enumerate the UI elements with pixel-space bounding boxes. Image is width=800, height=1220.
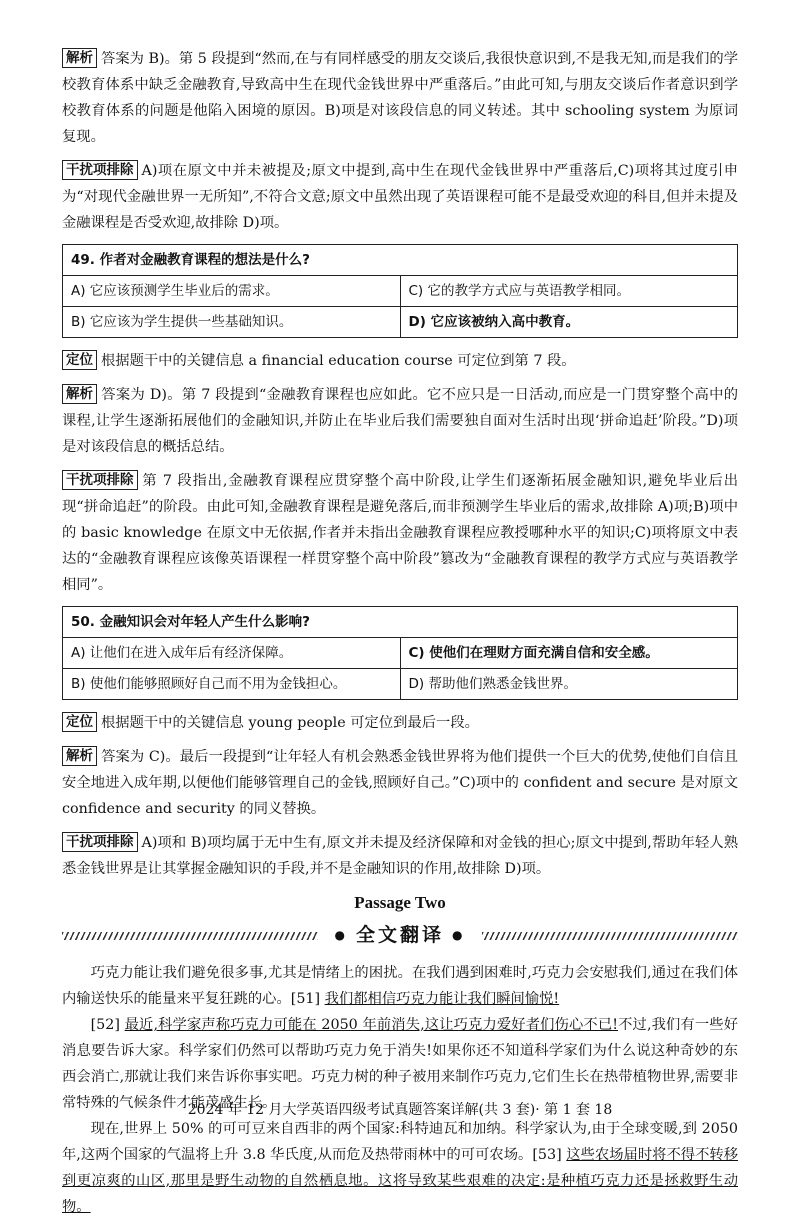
q49-analysis	[62, 382, 738, 460]
banner-hatch-right	[482, 932, 738, 940]
q50-option-d: D) 帮助他们熟悉金钱世界。	[400, 669, 738, 700]
passage-title: Passage Two	[354, 893, 446, 912]
bullet-icon: ●	[452, 928, 466, 942]
p3-text: 现在,世界上 50% 的可可豆来自西非的两个国家:科特迪瓦和加纳。科学家认为,由于全球变暖,到 2050 年,这两个国家的气温将上升 3.8 华氏度,从而危及热带雨林中的可可农场。	[62, 1121, 738, 1163]
q48-distractor-text: A)项在原文中并未被提及;原文中提到,高中生在现代金钱世界中严重落后,C)项将其过度引申为“对现代金融世界一无所知”,不符合文意;原文中虽然出现了英语课程可能不是最受欢迎的科目,但并未提及金融课程是否受欢迎,故排除 D)项。	[62, 163, 738, 231]
q50-locate-text: 根据题干中的关键信息 young people 可定位到最后一段。	[101, 715, 479, 731]
p1-text: 巧克力能让我们避免很多事,尤其是情绪上的困扰。在我们遇到困难时,巧克力会安慰我们,通过在我们体内输送快乐的能量来平复狂跳的心。	[62, 965, 738, 1007]
q49-distractor-text: 第 7 段指出,金融教育课程应贯穿整个高中阶段,让学生们逐渐拓展金融知识,避免毕业后出现“拼命追赶”的阶段。由此可知,金融教育课程是避免落后,而非预测学生毕业后的需求,故排除 A)项;B)项中的 basic knowledge 在原文中无依据,作者并未指出金融教育课程应教授哪种水平的知识;C)项将原文中表达的“金融教育课程应该像英语课程一样贯穿整个高中阶段”篡改为“金融教育课程的教学方式应与英语教学相同”。	[62, 473, 738, 593]
q50-option-c: C) 使他们在理财方面充满自信和安全感。	[400, 638, 738, 669]
q50-table	[62, 606, 738, 700]
q49-question: 49. 作者对金融教育课程的想法是什么?	[63, 245, 738, 276]
p2-underlined: 最近,科学家声称巧克力可能在 2050 年前消失,这让巧克力爱好者们伤心不已!	[124, 1017, 618, 1033]
analysis-label: 解析	[62, 384, 97, 404]
q49-locate	[62, 348, 738, 374]
q50-analysis-text: 答案为 C)。最后一段提到“让年轻人有机会熟悉金钱世界将为他们提供一个巨大的优势,使他们自信且安全地进入成年期,以便他们能够管理自己的金钱,照顾好自己。”C)项中的 confident and secure 是对原文 confidence and security 的同义替换。	[62, 749, 738, 817]
q49-option-a: A) 它应该预测学生毕业后的需求。	[63, 276, 401, 307]
q50-locate	[62, 710, 738, 736]
analysis-label: 解析	[62, 48, 97, 68]
page-footer: 2024 年 12 月大学英语四级考试真题答案详解(共 3 套)· 第 1 套 18	[187, 1102, 613, 1118]
distractor-label: 干扰项排除	[62, 832, 138, 852]
p1-marker: [51]	[290, 991, 321, 1007]
q49-analysis-text: 答案为 D)。第 7 段提到“金融教育课程也应如此。它不应只是一日活动,而应是一门贯穿整个高中的课程,让学生逐渐拓展他们的金融知识,并防止在毕业后我们需要独自面对生活时出现‘拼命追赶’阶段。”D)项是对该段信息的概括总结。	[62, 387, 738, 455]
locate-label: 定位	[62, 712, 97, 732]
distractor-label: 干扰项排除	[62, 160, 138, 180]
q49-option-b: B) 它应该为学生提供一些基础知识。	[63, 307, 401, 338]
q50-distractor-text: A)项和 B)项均属于无中生有,原文并未提及经济保障和对金钱的担心;原文中提到,帮助年轻人熟悉金钱世界是让其掌握金融知识的手段,并不是金融知识的作用,故排除 D)项。	[62, 835, 738, 877]
q49-distractor	[62, 468, 738, 598]
q50-option-a: A) 让他们在进入成年后有经济保障。	[63, 638, 401, 669]
banner-text: 全文翻译	[355, 924, 444, 946]
translation-paragraph-1	[62, 960, 738, 1012]
p2-text: 不过,我们有一些好消息要告诉大家。科学家们仍然可以帮助巧克力免于消失!如果你还不知道科学家们为什么说这种奇妙的东西会消亡,那就让我们来告诉你事实吧。巧克力树的种子被用来制作巧克力,它们生长在热带植物世界,需要非常特殊的气候条件才能茂盛生长。	[62, 1017, 738, 1111]
distractor-label: 干扰项排除	[62, 470, 138, 490]
p3-underlined: 这些农场届时将不得不转移到更凉爽的山区,那里是野生动物的自然栖息地。这将导致某些艰难的决定:是种植巧克力还是拯救野生动物。	[62, 1147, 738, 1215]
bullet-icon: ●	[334, 928, 348, 942]
q48-analysis-text: 答案为 B)。第 5 段提到“然而,在与有同样感受的朋友交谈后,我很快意识到,不是我无知,而是我们的学校教育体系中缺乏金融教育,导致高中生在现代金钱世界中严重落后。”由此可知,与朋友交谈后作者意识到学校教育体系的问题是他陷入困境的原因。B)项是对该段信息的同义转述。其中 schooling system 为原词复现。	[62, 51, 738, 145]
q49-table	[62, 244, 738, 338]
q50-option-b: B) 使他们能够照顾好自己而不用为金钱担心。	[63, 669, 401, 700]
p3-marker: [53]	[532, 1147, 562, 1163]
section-banner	[62, 920, 738, 950]
p2-marker: [52]	[90, 1017, 120, 1033]
q50-distractor	[62, 830, 738, 882]
q50-analysis	[62, 744, 738, 822]
q49-option-d: D) 它应该被纳入高中教育。	[400, 307, 738, 338]
q48-analysis	[62, 46, 738, 150]
q50-question: 50. 金融知识会对年轻人产生什么影响?	[63, 607, 738, 638]
q48-distractor	[62, 158, 738, 236]
q49-locate-text: 根据题干中的关键信息 a financial education course 可定位到第 7 段。	[101, 353, 576, 369]
locate-label: 定位	[62, 350, 97, 370]
p1-underlined: 我们都相信巧克力能让我们瞬间愉悦!	[324, 991, 560, 1007]
q49-option-c: C) 它的教学方式应与英语教学相同。	[400, 276, 738, 307]
analysis-label: 解析	[62, 746, 97, 766]
